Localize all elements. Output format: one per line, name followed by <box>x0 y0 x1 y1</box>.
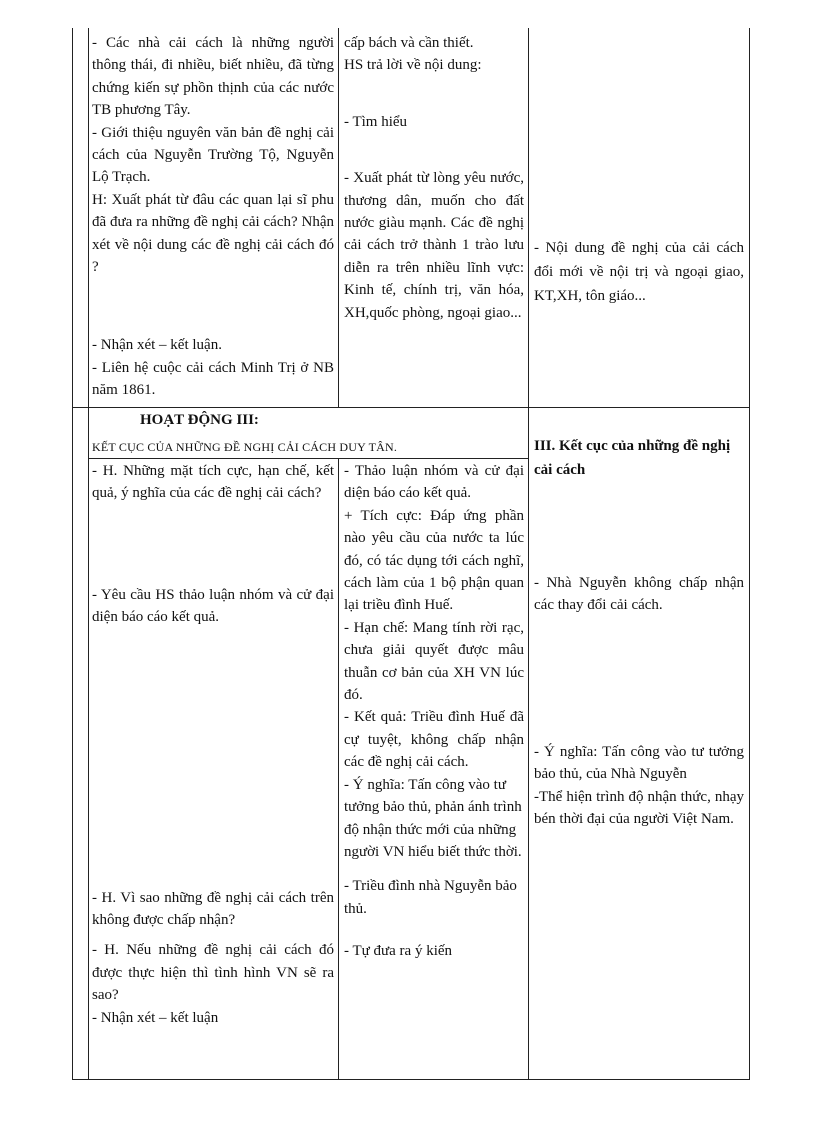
row2-content-cell <box>534 572 744 830</box>
student-answer: - Ý nghĩa: Tấn công vào tư tưởng bảo thủ, phản ánh trình độ nhận thức mới của những người VN hiểu biết thức thời. <box>344 776 522 860</box>
teacher-note: - Liên hệ cuộc cải cách Minh Trị ở NB năm 1861. <box>92 359 334 399</box>
teacher-question: - H. Nếu những đề nghị cải cách đó được thực hiện thì tình hình VN sẽ ra sao? <box>92 942 334 1004</box>
student-answer: - Xuất phát từ lòng yêu nước, thương dân, muốn cho đất nước giàu mạnh. Các đề nghị cải cách trở thành 1 trào lưu diễn ra trên nhiều lĩnh vực: Kinh tế, chính trị, văn hóa, XH,quốc phòng, ngoại giao... <box>344 170 524 321</box>
teacher-note: - Nhận xét – kết luận. <box>92 337 222 354</box>
row1-student-cell <box>344 32 524 324</box>
table-border-right <box>749 28 750 1080</box>
content-note: - Nhà Nguyễn không chấp nhận các thay đổi cải cách. <box>534 575 744 614</box>
student-content-divider <box>528 28 529 1080</box>
teacher-note: - Nhận xét – kết luận <box>92 1009 219 1026</box>
student-answer: - Hạn chế: Mang tính rời rạc, chưa giải quyết được mâu thuẫn cơ bản của XH VN lúc đó. <box>344 619 524 704</box>
content-note: - Ý nghĩa: Tấn công vào tư tưởng bảo thủ, của Nhà Nguyễn <box>534 743 744 783</box>
heading-divider <box>88 458 529 459</box>
student-answer: - Tìm hiểu <box>344 113 408 130</box>
student-answer: - Kết quả: Triều đình Huế đã cự tuyệt, không chấp nhận các đề nghị cải cách. <box>344 709 524 771</box>
student-answer: - Triều đình nhà Nguyễn bảo thủ. <box>344 878 517 917</box>
section-title: III. Kết cục của những đề nghị cải cách <box>534 438 731 478</box>
row1-content-cell <box>534 236 744 308</box>
stt-column-divider <box>88 28 89 1080</box>
teacher-note: - Các nhà cải cách là những người thông thái, đi nhiều, biết nhiều, đã từng chứng kiến sự phồn thịnh của các nước TB phương Tây. <box>92 35 334 119</box>
teacher-student-divider-lower <box>338 458 339 1080</box>
row-divider <box>72 407 750 408</box>
student-answer: - Tự đưa ra ý kiến <box>344 943 453 960</box>
content-note: - Nội dung đề nghị của cải cách đổi mới về nội trị và ngoại giao, KT,XH, tôn giáo... <box>534 240 744 304</box>
activity-heading: HOẠT ĐỘNG III: <box>140 412 259 428</box>
student-answer: HS trả lời về nội dung: <box>344 57 482 74</box>
table-border-bottom <box>72 1079 750 1080</box>
activity-subheading: KẾT CỤC CỦA NHỮNG ĐỀ NGHỊ CẢI CÁCH DUY TÂN. <box>92 440 398 454</box>
row1-teacher-cell <box>92 32 334 402</box>
teacher-question: H: Xuất phát từ đâu các quan lại sĩ phu đã đưa ra những đề nghị cải cách? Nhận xét về nội dung các đề nghị cải cách đó ? <box>92 191 334 276</box>
teacher-question: - H. Vì sao những đề nghị cải cách trên không được chấp nhận? <box>92 889 334 929</box>
student-answer: - Thảo luận nhóm và cử đại diện báo cáo kết quả. <box>344 463 524 502</box>
row2-teacher-cell <box>92 460 334 1029</box>
teacher-note: - Giới thiệu nguyên văn bản đề nghị cải cách của Nguyễn Trường Tộ, Nguyễn Lộ Trạch. <box>92 124 334 186</box>
row2-student-cell <box>344 460 524 963</box>
student-answer: cấp bách và cần thiết. <box>344 35 474 51</box>
teacher-student-divider <box>338 28 339 407</box>
content-note: -Thể hiện trình độ nhận thức, nhạy bén thời đại của người Việt Nam. <box>534 788 744 828</box>
table-border-left <box>72 28 73 1080</box>
lesson-table <box>72 28 750 1080</box>
student-answer: + Tích cực: Đáp ứng phần nào yêu cầu của nước ta lúc đó, có tác dụng tới cách nghĩ, cách làm của 1 bộ phận quan lại triều đình Huế. <box>344 507 524 614</box>
teacher-question: - H. Những mặt tích cực, hạn chế, kết quả, ý nghĩa của các đề nghị cải cách? <box>92 463 334 502</box>
teacher-note: - Yêu cầu HS thảo luận nhóm và cử đại diện báo cáo kết quả. <box>92 586 334 626</box>
